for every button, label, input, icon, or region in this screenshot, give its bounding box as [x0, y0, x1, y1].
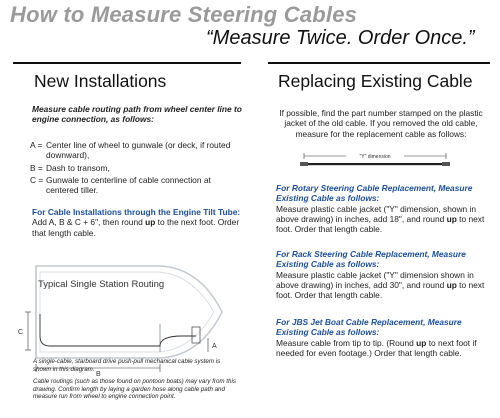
tilt-tube-text — [32, 217, 244, 238]
tilt-up-word: up — [145, 217, 156, 228]
replacing-intro: If possible, find the part number stamped on the plastic jacket of the old cable. If you removed the old cable, measure for the replacement cable as follows: — [279, 108, 483, 139]
rotary-text — [276, 204, 494, 235]
list-item — [30, 140, 245, 161]
jbs-text-part-1: Measure cable from tip to tip. (Round — [276, 337, 414, 348]
dim-a-label: A — [212, 343, 217, 350]
tilt-text-part-1: Add A, B & C + 6", then round — [32, 217, 143, 228]
list-key: C = — [30, 174, 44, 185]
tilt-tube-section — [32, 207, 244, 238]
rack-heading: For Rack Steering Cable Replacement, Measure Existing Cable as follows: — [276, 249, 466, 270]
list-key: B = — [30, 162, 43, 173]
jbs-section — [276, 317, 494, 358]
jbs-up-word: up — [416, 337, 427, 348]
rack-text-part-2: to next foot. Order that length cable. — [276, 279, 485, 301]
rotary-text-part-2: to next foot. Order that length cable. — [276, 213, 485, 235]
diagram-caption: A single-cable, starboard drive push-pull mechanical cable system is shown in this diagram. — [33, 358, 221, 373]
cable-jacket — [308, 163, 442, 165]
list-text: Center line of wheel to gunwale (or deck, if routed downward), — [46, 140, 231, 161]
rotary-up-word: up — [446, 213, 457, 224]
list-text: Dash to transom, — [46, 162, 110, 173]
tilt-text-part-2: to the next foot. Order that length cable. — [32, 217, 240, 238]
rotary-text-part-1: Measure plastic cable jacket ("Y" dimension, shown in above drawing) in inches, add 18", and round — [276, 203, 477, 224]
jbs-heading: For JBS Jet Boat Cable Replacement, Measure Existing Cable as follows: — [276, 317, 462, 338]
dim-b-label: B — [96, 371, 101, 378]
diagram-title: Typical Single Station Routing — [38, 279, 165, 290]
new-installations-heading: New Installations — [34, 71, 167, 91]
rack-up-word: up — [446, 279, 457, 290]
rotary-heading: For Rotary Steering Cable Replacement, Measure Existing Cable as follows: — [276, 183, 473, 204]
list-text: Gunwale to centerline of cable connection at centered tiller. — [46, 174, 211, 196]
list-item — [30, 175, 245, 196]
jbs-text — [276, 338, 494, 359]
page-title: How to Measure Steering Cables — [10, 2, 358, 27]
jbs-text-part-2: to next foot if needed for even footage.) Order that length cable. — [276, 337, 477, 358]
cable-jacket-diagram — [300, 152, 450, 170]
rotary-section — [276, 183, 494, 234]
tilt-tube-heading: For Cable Installations through the Engine Tilt Tube: — [32, 207, 241, 217]
cable-dim-label: "Y" dimension — [359, 154, 391, 160]
list-item — [30, 163, 245, 173]
new-installations-intro: Measure cable routing path from wheel center line to engine connection, as follows: — [32, 104, 242, 125]
measurement-list — [30, 140, 245, 197]
routing-note: Cable routings (such as those found on pontoon boats) may vary from this drawing. Confirm length by laying a garden hose along cable path and measure run from wheel to engine connection point. — [33, 378, 236, 401]
cable-end-right — [442, 162, 450, 166]
rack-text-part-1: Measure plastic cable jacket ("Y" dimension shown in above drawing) in inches, add 30", and round — [276, 269, 474, 290]
divider-right — [268, 62, 490, 64]
rack-text — [276, 270, 494, 301]
cable-route — [40, 314, 196, 346]
cable-end-left — [300, 162, 308, 166]
divider-left — [13, 62, 241, 64]
slogan: “Measure Twice. Order Once.” — [206, 27, 475, 49]
dim-c-label: C — [18, 329, 24, 336]
rack-section — [276, 249, 494, 300]
replacing-cable-heading: Replacing Existing Cable — [278, 71, 473, 91]
list-key: A = — [30, 140, 43, 150]
